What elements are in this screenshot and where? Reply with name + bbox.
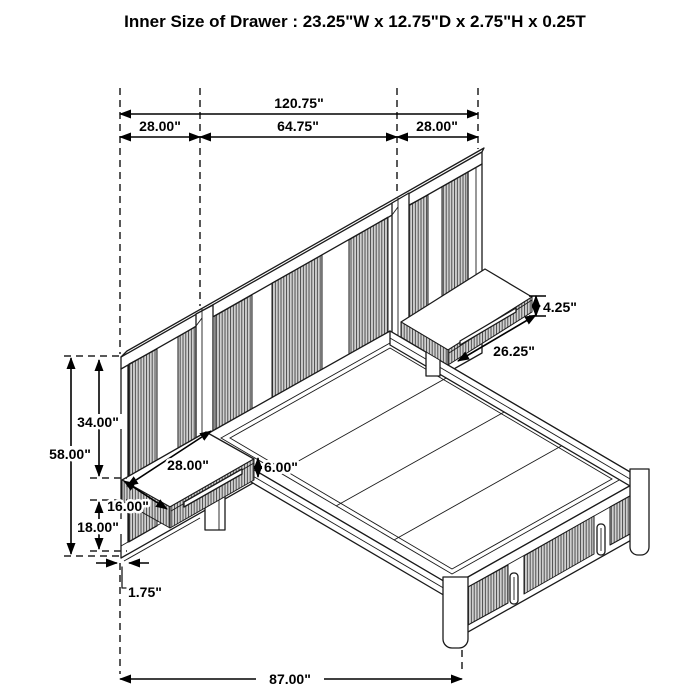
dim-shelf-to-floor: 18.00" [77, 519, 119, 535]
dim-bed-length: 87.00" [269, 671, 311, 687]
dim-center-panel-width: 64.75" [277, 118, 319, 134]
dim-top-to-shelf: 34.00" [77, 414, 119, 430]
bed-corner-post [443, 577, 468, 648]
foot-drawer-handle [597, 524, 605, 555]
page-title: Inner Size of Drawer : 23.25"W x 12.75"D x 2.75"H x 0.25T [124, 12, 586, 31]
dim-right-nightstand-width: 26.25" [493, 343, 535, 359]
dim-left-nightstand-height: 6.00" [264, 459, 298, 475]
dim-right-nightstand-height: 4.25" [543, 299, 577, 315]
dim-panel-thickness: 1.75" [128, 584, 162, 600]
dim-left-nightstand-width: 28.00" [167, 457, 209, 473]
dim-overall-width: 120.75" [274, 95, 324, 111]
dim-left-panel-width: 28.00" [139, 118, 181, 134]
foot-drawer-handle [510, 573, 518, 604]
bed-corner-post [630, 469, 649, 555]
dim-right-panel-width: 28.00" [416, 118, 458, 134]
dim-left-nightstand-depth: 16.00" [107, 498, 149, 514]
dim-headboard-height: 58.00" [49, 446, 91, 462]
